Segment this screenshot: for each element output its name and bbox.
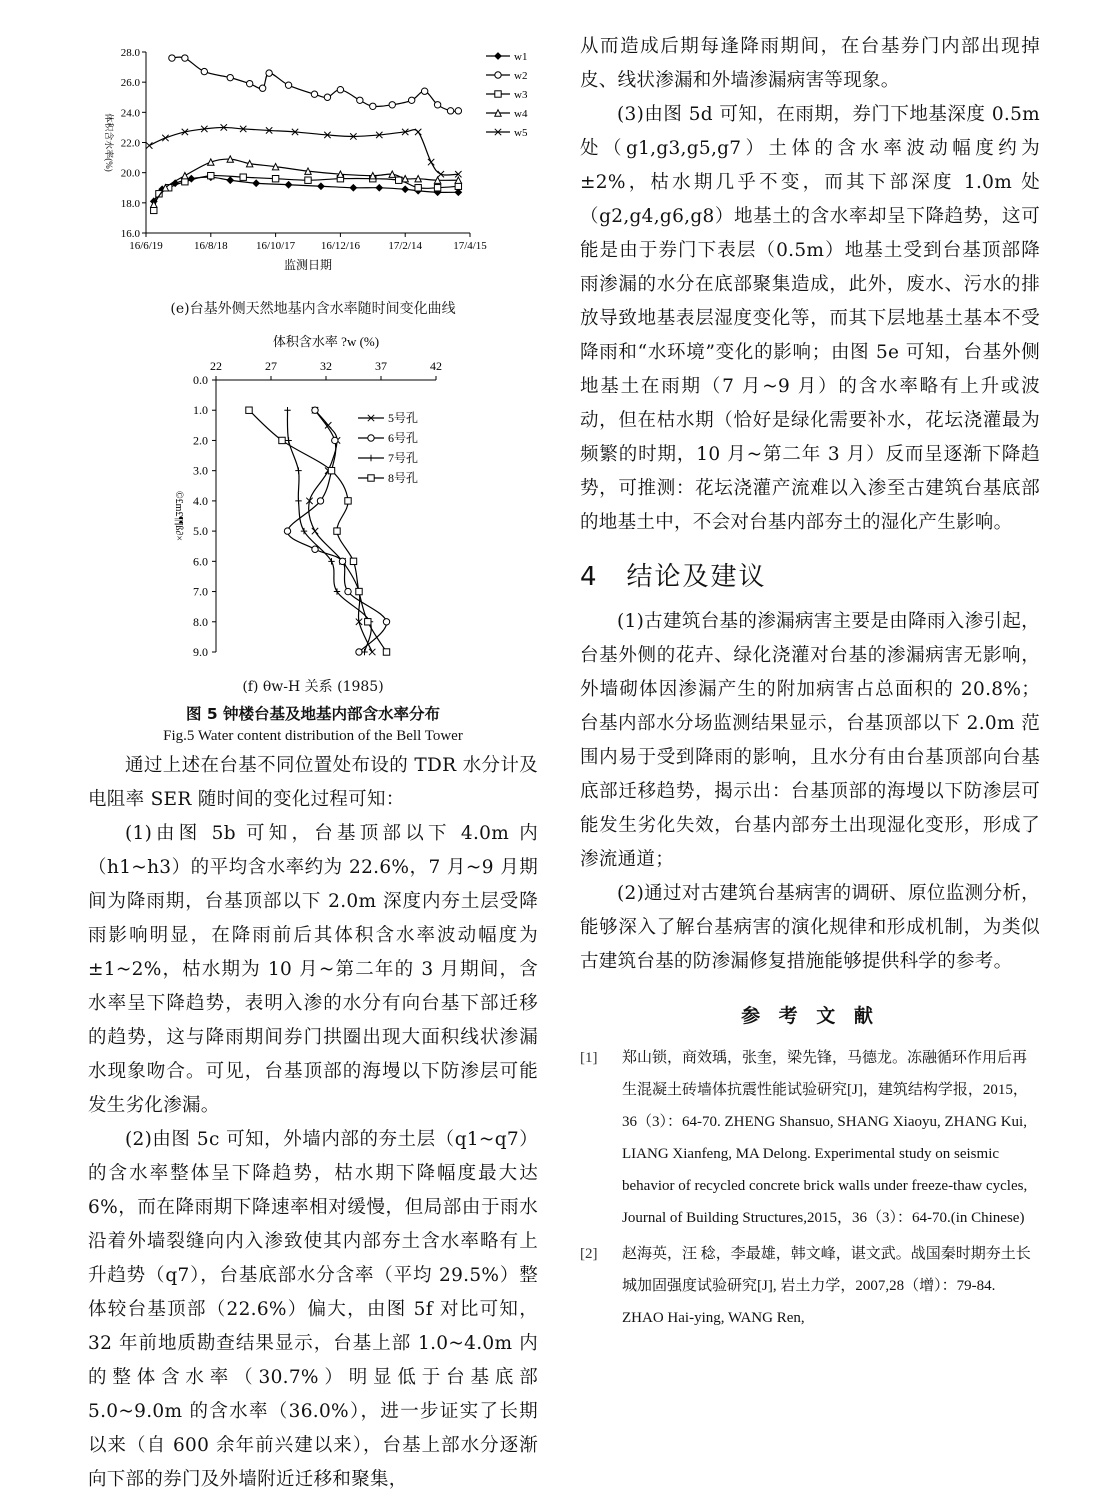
x-tick-label: 22 [210, 359, 222, 373]
data-point-w2 [337, 87, 343, 93]
legend-marker-2 [368, 455, 374, 461]
x-tick-label: 17/2/14 [388, 240, 423, 252]
paragraph-3: (3)由图 5d 可知，在雨期，券门下地基深度 0.5m 处（g1,g3,g5,g7）土体的含水率波动幅度约为±2%，枯水期几乎不变，而其下部深度 1.0m 处（g2,g4,g6,g8）地基土的含水率却呈下降趋势，这可能是由于券门下表层（0.5m）地基土受到台基顶部降雨渗漏的水分在底部聚集造成，此外，废水、污水的排放导致地基表层湿度变化等，而其下层地基土基本不受降雨和“水环境”变化的影响；由图 5e 可知，台基外侧地基土在雨期（7 月~9 月）的含水率略有上升或波动，但在枯水期（恰好是绿化需要补水，花坛浇灌最为频繁的时期，10 月~第二年 3 月）反而呈逐渐下降趋势，可推测：花坛浇灌产流难以入渗至古建筑台基底部的地基土中，不会对台基内部夯土的湿化产生影响。 [580, 104, 1040, 533]
section-heading: 4 结论及建议 [580, 562, 767, 592]
legend-marker-w1 [495, 53, 501, 59]
y-tick-label: 3.0 [193, 463, 208, 478]
reference-number: [2] [580, 1246, 598, 1262]
y-tick-label: 26.0 [120, 77, 140, 90]
reference-text: 郑山锁，商效瑀，张奎，梁先锋，马德龙。冻融循环作用后再生混凝土砖墙体抗震性能试验研究[J]，建筑结构学报，2015，36（3）：64-70. ZHENG Shansuo, SHANG Xiaoyu, ZHANG Kui, LIANG Xianfeng, MA Delong. Experimental study on seismic behavior of recycled concrete brick walls under freeze-thaw cycles, Journal of Building Structures,2015，36（3）：64-70.(in Chinese) [622, 1050, 1028, 1226]
y-tick-label: 24.0 [120, 107, 140, 120]
data-point-w3 [208, 172, 214, 178]
data-point-w1 [455, 189, 461, 195]
y-tick-label: 8.0 [193, 614, 208, 629]
legend-label: 8号孔 [388, 471, 419, 485]
data-point-w2 [227, 74, 233, 80]
data-point-w3 [396, 177, 402, 183]
data-point-1 [356, 649, 362, 655]
data-point-w5 [415, 129, 421, 135]
legend-marker-3 [368, 475, 374, 481]
y-axis-label: 体积含水率(%) [104, 113, 114, 172]
data-point-w1 [253, 180, 259, 186]
data-point-w2 [447, 108, 453, 114]
reference-number: [1] [580, 1050, 598, 1066]
data-point-w3 [455, 183, 461, 189]
data-point-w2 [266, 70, 272, 76]
data-point-w1 [227, 177, 233, 183]
y-tick-label: 0.0 [193, 373, 208, 387]
y-tick-label: 22.0 [120, 137, 140, 150]
x-tick-label: 17/4/15 [453, 240, 487, 252]
figure-f-caption: (f) θw-H 关系 (1985) [242, 679, 384, 695]
data-point-w2 [169, 55, 175, 61]
figure-e [88, 30, 538, 318]
left-column [88, 30, 538, 1497]
y-tick-label: 9.0 [193, 645, 208, 659]
x-tick-label: 37 [375, 359, 387, 373]
y-tick-label: 5.0 [193, 524, 208, 539]
data-point-w2 [324, 94, 330, 100]
x-axis-label: 体积含水率 ?w (%) [272, 334, 380, 349]
figure-caption-en: Fig.5 Water content distribution of the Bell Tower [163, 728, 463, 744]
left-body-text [88, 749, 538, 1497]
data-point-w3 [151, 207, 157, 213]
data-point-0 [369, 649, 375, 655]
figure-f [88, 332, 538, 745]
figure-caption-cn: 图 5 钟楼台基及地基内部含水率分布 [185, 705, 441, 723]
data-point-1 [383, 619, 389, 625]
legend-label: 5号孔 [388, 411, 419, 425]
data-point-1 [339, 558, 345, 564]
series-line-w2 [172, 57, 458, 111]
data-point-w2 [455, 108, 461, 114]
data-point-w1 [376, 185, 382, 191]
y-tick-label: 6.0 [193, 554, 208, 569]
data-point-w1 [350, 185, 356, 191]
conclusion-1: (1)古建筑台基的渗漏病害主要是由降雨入渗引起，台基外侧的花卉、绿化浇灌对台基的渗漏病害无影响，外墙砌体因渗漏产生的附加病害占总面积的 20.8%；台基内部水分场监测结果显示，台基顶部以下 2.0m 范围内易于受到降雨的影响，且水分有由台基顶部向台基底部迁移趋势，揭示出：台基顶部的海墁以下防渗层可能发生劣化失效，台基内部夯土出现湿化变形，形成了渗流通道； [580, 611, 1040, 870]
legend-label: w3 [514, 89, 528, 101]
data-point-w2 [421, 88, 427, 94]
data-point-2 [295, 467, 301, 473]
legend-marker-w3 [495, 91, 501, 97]
data-point-w2 [311, 91, 317, 97]
data-point-w2 [408, 97, 414, 103]
data-point-2 [301, 528, 307, 534]
data-point-w4 [182, 172, 188, 178]
data-point-3 [356, 588, 362, 594]
data-point-2 [295, 498, 301, 504]
reference-item [580, 1042, 1040, 1234]
y-axis-label: ©£m£¶¶ß∂× [173, 490, 184, 542]
data-point-w1 [318, 183, 324, 189]
x-tick-label: 16/8/18 [193, 240, 228, 252]
legend-label: w4 [514, 108, 528, 120]
conclusion-2: (2)通过对古建筑台基病害的调研、原位监测分析，能够深入了解台基病害的演化规律和形成机制，为类似古建筑台基的防渗漏修复措施能够提供科学的参考。 [580, 883, 1040, 972]
data-point-w3 [415, 185, 421, 191]
y-tick-label: 2.0 [193, 433, 208, 448]
x-tick-label: 16/12/16 [320, 240, 360, 252]
series-line-w5 [149, 127, 458, 175]
paragraph-2: (2)由图 5c 可知，外墙内部的夯土层（q1~q7）的含水率整体呈下降趋势，枯水期下降幅度最大达 6%，而在降雨期下降速率相对缓慢，但局部由于雨水沿着外墙裂缝向内入渗致使其内部夯土含水率略有上升趋势（q7），台基底部水分含率（平均 29.5%）整体较台基顶部（22.6%）偏大，由图 5f 对比可知，32 年前地质勘查结果显示，台基上部 1.0~4.0m 内的整体含水率（30.7%）明显低于台基底部 5.0~9.0m 的含水率（36.0%），进一步证实了长期以来（自 600 余年前兴建以来），台基上部水分逐渐向下部的券门及外墙附近迁移和聚集， [88, 1129, 538, 1490]
data-point-w5 [162, 135, 168, 141]
data-point-2 [284, 407, 290, 413]
chart-e [88, 30, 538, 288]
legend-marker-w2 [495, 72, 501, 78]
legend-label: w5 [514, 127, 528, 139]
x-tick-label: 42 [430, 359, 442, 373]
data-point-w2 [246, 80, 252, 86]
legend-label: 6号孔 [388, 431, 419, 445]
y-tick-label: 18.0 [120, 197, 140, 210]
y-tick-label: 20.0 [120, 167, 140, 180]
data-point-w4 [208, 159, 214, 165]
right-column [580, 30, 1040, 1338]
legend-label: w2 [514, 70, 528, 82]
y-tick-label: 1.0 [193, 403, 208, 418]
data-point-3 [328, 467, 334, 473]
y-tick-label: 28.0 [120, 47, 140, 59]
paragraph-1: (1)由图 5b 可知，台基顶部以下 4.0m 内（h1~h3）的平均含水率约为 22.6%，7 月~9 月期间为降雨期，台基顶部以下 2.0m 深度内夯土层受降雨影响明显，在降雨前后其体积含水率波动幅度为±1~2%，枯水期为 10 月~第二年的 3 月期间，含水率呈下降趋势，表明入渗的水分有向台基下部迁移的趋势，这与降雨期间券门拱圈出现大面积线状渗漏水现象吻合。可见，台基顶部的海墁以下防渗层可能发生劣化渗漏。 [88, 823, 538, 1116]
data-point-1 [345, 588, 351, 594]
reference-item [580, 1238, 1040, 1334]
data-point-3 [345, 498, 351, 504]
x-tick-label: 27 [265, 359, 277, 373]
x-tick-label: 16/10/17 [256, 240, 296, 252]
data-point-3 [334, 528, 340, 534]
data-point-w5 [146, 142, 152, 148]
legend-label: 7号孔 [388, 451, 419, 465]
y-tick-label: 4.0 [193, 493, 208, 508]
data-point-3 [365, 619, 371, 625]
data-point-w3 [305, 177, 311, 183]
data-point-w2 [201, 68, 207, 74]
data-point-w2 [370, 103, 376, 109]
reference-text: 赵海英，汪 稔，李最雄，韩文峰，谌文武。战国秦时期夯土长城加固强度试验研究[J], 岩土力学，2007,28（增）：79-84. ZHAO Hai-ying, WANG Ren, [622, 1246, 1031, 1326]
data-point-1 [284, 528, 290, 534]
data-point-w2 [389, 102, 395, 108]
data-point-w2 [357, 97, 363, 103]
y-tick-label: 7.0 [193, 584, 208, 599]
data-point-0 [312, 528, 318, 534]
references-heading: 参 考 文 献 [741, 1005, 879, 1027]
data-point-w3 [434, 185, 440, 191]
data-point-w2 [285, 82, 291, 88]
data-point-3 [246, 407, 252, 413]
data-point-1 [312, 407, 318, 413]
data-point-w1 [402, 186, 408, 192]
data-point-2 [328, 558, 334, 564]
paragraph-continued: 从而造成后期每逢降雨期间，在台基券门内部出现掉皮、线状渗漏和外墙渗漏病害等现象。 [580, 36, 1040, 91]
data-point-w2 [182, 55, 188, 61]
data-point-w3 [272, 176, 278, 182]
x-tick-label: 32 [320, 359, 332, 373]
data-point-1 [312, 546, 318, 552]
paragraph-intro: 通过上述在台基不同位置处布设的 TDR 水分计及电阻率 SER 随时间的变化过程可知： [88, 755, 538, 810]
data-point-w2 [259, 85, 265, 91]
data-point-w2 [434, 102, 440, 108]
data-point-w1 [285, 182, 291, 188]
data-point-1 [317, 498, 323, 504]
data-point-3 [383, 649, 389, 655]
data-point-3 [279, 437, 285, 443]
legend-label: w1 [514, 51, 528, 63]
y-tick-label: 16.0 [120, 228, 140, 240]
figure-e-caption: (e)台基外侧天然地基内含水率随时间变化曲线 [170, 301, 456, 317]
x-tick-label: 16/6/19 [129, 240, 163, 252]
data-point-3 [350, 558, 356, 564]
data-point-w5 [428, 159, 434, 165]
legend-marker-1 [368, 435, 374, 441]
chart-f [88, 332, 538, 672]
data-point-w3 [182, 179, 188, 185]
x-axis-label: 监测日期 [283, 258, 333, 272]
data-point-w3 [240, 174, 246, 180]
data-point-1 [332, 437, 338, 443]
series-line-3 [249, 410, 387, 652]
